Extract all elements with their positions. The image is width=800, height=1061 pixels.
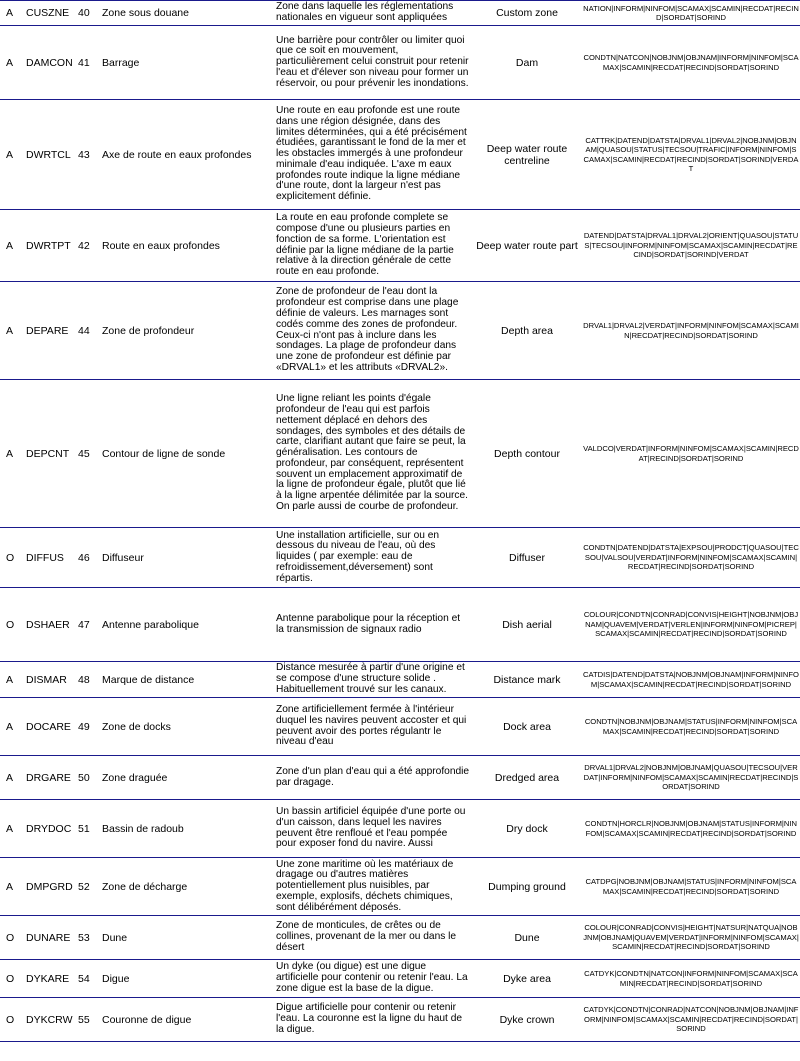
- object-number: 41: [78, 56, 90, 69]
- object-name-fr: Axe de route en eaux profondes: [102, 148, 252, 161]
- object-name-fr: Route en eaux profondes: [102, 239, 220, 252]
- object-name-fr: Contour de ligne de sonde: [102, 447, 226, 460]
- object-name-fr: Bassin de radoub: [102, 822, 184, 835]
- object-acronym: DYKARE: [26, 972, 70, 985]
- object-name-en: Diffuser: [509, 551, 545, 564]
- object-name-fr: Couronne de digue: [102, 1013, 192, 1026]
- object-acronym: DISMAR: [26, 673, 67, 686]
- geometry-type: A: [6, 56, 14, 69]
- object-code-cell: [0, 998, 272, 1041]
- object-name-en: Deep water route centreline: [486, 142, 568, 167]
- attribute-list: COLOUR|CONDTN|CONRAD|CONVIS|HEIGHT|NOBJNM|OBJNAM|QUAVEM|VERDAT|VERLEN|INFORM|NINFOM|PICREP|SCAMAX|SCAMIN|RECDAT|RECIND|SORDAT|SORIND: [583, 610, 799, 639]
- attribute-list: CATTRK|DATEND|DATSTA|DRVAL1|DRVAL2|NOBJNM|OBJNAM|QUASOU|STATUS|TECSOU|TRAFIC|INFORM|NINFOM|SCAMAX|SCAMIN|RECDAT|RECIND|SORDAT|SORIND|VERDAT: [583, 135, 799, 173]
- definition-cell: [272, 698, 472, 755]
- object-name-en: Custom zone: [496, 7, 558, 19]
- geometry-type: A: [6, 720, 14, 733]
- object-name-en: Dyke crown: [499, 1013, 555, 1026]
- definition-text: Zone de monticules, de crêtes ou de collines, provenant de la mer ou dans le désert: [276, 920, 457, 953]
- object-code-cell: [0, 960, 272, 997]
- table-row: [0, 858, 800, 916]
- object-code-cell: [0, 1, 272, 25]
- table-row: [0, 588, 800, 662]
- object-name-fr: Zone de docks: [102, 720, 171, 733]
- object-code-cell: [0, 380, 272, 527]
- object-code-cell: [0, 528, 272, 587]
- definition-cell: [272, 26, 472, 99]
- definition-cell: [272, 282, 472, 379]
- object-code-cell: [0, 100, 272, 209]
- object-name-fr: Digue: [102, 972, 130, 985]
- object-acronym: DIFFUS: [26, 551, 64, 564]
- geometry-type: A: [6, 880, 14, 893]
- object-code-cell: [0, 916, 272, 959]
- definition-text: Un bassin artificiel équipée d'une porte ou d'un caisson, dans lequel les navires peuvent être renfloué et l'eau pompée pour exposer fond du navire. Aussi: [276, 805, 466, 850]
- definition-cell: [272, 916, 472, 959]
- table-row: [0, 282, 800, 380]
- geometry-type: A: [6, 673, 14, 686]
- definition-text: Zone de profondeur de l'eau dont la profondeur est comprise dans une plage définie de valeurs. Les marnages sont codés comme des zones de profondeur. Ceux-ci n'ont pas à inclure dans les sondages. La plage de profondeur dans une zone de profondeur est définie par «DRVAL1» et les attributs «DRVAL2».: [276, 286, 459, 373]
- definition-text: Zone d'un plan d'eau qui a été approfondie par dragage.: [276, 765, 470, 788]
- object-code-cell: [0, 282, 272, 379]
- definition-text: Digue artificielle pour contenir ou retenir l'eau. La couronne est la ligne du haut de la digue.: [276, 1002, 463, 1035]
- geometry-type: A: [6, 447, 14, 460]
- object-name-en: Depth area: [501, 324, 553, 337]
- definition-cell: [272, 756, 472, 799]
- object-number: 40: [78, 7, 90, 19]
- object-acronym: DSHAER: [26, 618, 70, 631]
- object-code-cell: [0, 588, 272, 661]
- object-number: 47: [78, 618, 90, 631]
- object-acronym: DRGARE: [26, 771, 71, 784]
- table-row: [0, 698, 800, 756]
- table-row: [0, 800, 800, 858]
- definition-cell: [272, 960, 472, 997]
- definition-cell: [272, 380, 472, 527]
- object-code-cell: [0, 756, 272, 799]
- object-code-cell: [0, 662, 272, 697]
- object-name-en: Dam: [515, 56, 539, 69]
- table-row: [0, 756, 800, 800]
- object-name-en: Dyke area: [503, 972, 551, 985]
- geometry-type: A: [6, 239, 14, 252]
- table-row: [0, 960, 800, 998]
- geometry-type: A: [6, 822, 14, 835]
- definition-text: La route en eau profonde complete se compose d'une ou plusieurs parties en fonction de sa forme. L'orientation est définie par la ligne médiane de la partie relative à la direction générale de cette route en eau profonde.: [276, 212, 454, 278]
- definition-text: Un dyke (ou digue) est une digue artificielle pour contenir ou retenir l'eau. La zone digue est la base de la digue.: [276, 961, 468, 994]
- object-name-en: Distance mark: [493, 673, 561, 686]
- object-acronym: DOCARE: [26, 720, 71, 733]
- attribute-list: DRVAL1|DRVAL2|VERDAT|INFORM|NINFOM|SCAMAX|SCAMIN|RECDAT|RECIND|SORDAT|SORIND: [583, 321, 799, 340]
- attribute-list: CATDYK|CONDTN|CONRAD|NATCON|NOBJNM|OBJNAM|INFORM|NINFOM|SCAMAX|SCAMIN|RECDAT|RECIND|SORDAT|SORIND: [583, 1005, 799, 1034]
- definition-cell: [272, 662, 472, 697]
- attribute-list: DATEND|DATSTA|DRVAL1|DRVAL2|ORIENT|QUASOU|STATUS|TECSOU|INFORM|NINFOM|SCAMAX|SCAMIN|RECDAT|RECIND|SORDAT|SORIND|VERDAT: [583, 231, 799, 260]
- definition-text: Zone dans laquelle les réglementations nationales en vigueur sont appliquées: [276, 1, 454, 23]
- table-row: [0, 662, 800, 698]
- definition-text: Une barrière pour contrôler ou limiter quoi que ce soit en mouvement, particulièrement celui construit pour retenir l'eau et d'élever son niveau pour former un réservoir, ou pour prévenir les inondations.: [276, 34, 469, 89]
- object-number: 50: [78, 771, 90, 784]
- object-number: 49: [78, 720, 90, 733]
- object-name-fr: Zone draguée: [102, 771, 168, 784]
- object-name-fr: Antenne parabolique: [102, 618, 199, 631]
- definition-text: Distance mesurée à partir d'une origine et se compose d'une structure solide . Habituellement trouvé sur les canaux.: [276, 662, 465, 695]
- definition-cell: [272, 588, 472, 661]
- definition-text: Zone artificiellement fermée à l'intérieur duquel les navires peuvent accoster et qui peuvent avoir des portes régulantr le niveau d'eau: [276, 703, 467, 748]
- geometry-type: O: [6, 551, 15, 564]
- object-number: 42: [78, 239, 90, 252]
- object-name-fr: Diffuseur: [102, 551, 144, 564]
- object-acronym: DMPGRD: [26, 880, 73, 893]
- object-name-fr: Zone de décharge: [102, 880, 188, 893]
- definition-text: Une ligne reliant les points d'égale profondeur de l'eau qui est parfois nettement déplacé en dehors des sondages, des symboles et des détails de carte, clarifiant autant que faire se peut, la généralisation. Les contours de profondeur, par conséquent, représentent souvent un emplacement approximatif de la ligne de profondeur égale, plutôt que lié à la ligne arpentée délimitée par la source. On parle aussi de courbe de profondeur.: [276, 393, 468, 513]
- object-number: 53: [78, 931, 90, 944]
- object-name-fr: Zone sous douane: [102, 7, 189, 19]
- object-name-fr: Marque de distance: [102, 673, 195, 686]
- table-row: [0, 1, 800, 26]
- attribute-list: CATDYK|CONDTN|NATCON|INFORM|NINFOM|SCAMAX|SCAMIN|RECDAT|RECIND|SORDAT|SORIND: [584, 969, 798, 988]
- table-row: [0, 528, 800, 588]
- object-acronym: DEPCNT: [26, 447, 70, 460]
- object-name-fr: Zone de profondeur: [102, 324, 195, 337]
- object-name-en: Dry dock: [506, 822, 548, 835]
- attribute-list: CATDPG|NOBJNM|OBJNAM|STATUS|INFORM|NINFOM|SCAMAX|SCAMIN|RECDAT|RECIND|SORDAT|SORIND: [585, 877, 797, 896]
- attribute-list: DRVAL1|DRVAL2|NOBJNM|OBJNAM|QUASOU|TECSOU|VERDAT|INFORM|NINFOM|SCAMAX|SCAMIN|RECDAT|RECIND|SORDAT|SORIND: [583, 763, 799, 792]
- definition-text: Une zone maritime où les matériaux de dragage ou d'autres matières potentiellement plus nuisibles, par exemple, explosifs, déchets chimiques, sont délibérément déposés.: [276, 858, 454, 913]
- geometry-type: O: [6, 1013, 15, 1026]
- object-acronym: DWRTPT: [26, 239, 71, 252]
- attribute-list: NATION|INFORM|NINFOM|SCAMAX|SCAMIN|RECDAT|RECIND|SORDAT|SORIND: [583, 3, 799, 22]
- geometry-type: A: [6, 324, 14, 337]
- definition-cell: [272, 1, 472, 25]
- object-number: 43: [78, 148, 90, 161]
- table-row: [0, 998, 800, 1042]
- table-row: [0, 26, 800, 100]
- attribute-list: CONDTN|HORCLR|NOBJNM|OBJNAM|STATUS|INFORM|NINFOM|SCAMAX|SCAMIN|RECDAT|RECIND|SORDAT|SORIND: [585, 819, 797, 838]
- attribute-list: VALDCO|VERDAT|INFORM|NINFOM|SCAMAX|SCAMIN|RECDAT|RECIND|SORDAT|SORIND: [583, 444, 799, 463]
- object-code-cell: [0, 698, 272, 755]
- geometry-type: O: [6, 931, 15, 944]
- object-acronym: DEPARE: [26, 324, 69, 337]
- object-number: 52: [78, 880, 90, 893]
- geometry-type: A: [6, 7, 14, 19]
- object-acronym: CUSZNE: [26, 7, 70, 19]
- table-row: [0, 380, 800, 528]
- geometry-type: O: [6, 618, 15, 631]
- definition-cell: [272, 800, 472, 857]
- geometry-type: O: [6, 972, 15, 985]
- object-name-en: Dumping ground: [488, 880, 566, 893]
- definition-cell: [272, 100, 472, 209]
- attribute-list: CONDTN|NATCON|NOBJNM|OBJNAM|INFORM|NINFOM|SCAMAX|SCAMIN|RECDAT|RECIND|SORDAT|SORIND: [583, 53, 799, 72]
- definition-cell: [272, 528, 472, 587]
- object-name-fr: Dune: [102, 931, 128, 944]
- table-row: [0, 100, 800, 210]
- object-code-cell: [0, 858, 272, 915]
- object-name-en: Dock area: [503, 720, 551, 733]
- geometry-type: A: [6, 771, 14, 784]
- object-number: 54: [78, 972, 90, 985]
- object-code-cell: [0, 26, 272, 99]
- table-row: [0, 210, 800, 282]
- object-number: 51: [78, 822, 90, 835]
- object-acronym: DAMCON: [26, 56, 73, 69]
- attribute-list: COLOUR|CONRAD|CONVIS|HEIGHT|NATSUR|NATQUA|NOBJNM|OBJNAM|QUAVEM|VERDAT|INFORM|NINFOM|SCAMAX|SCAMIN|RECDAT|RECIND|SORDAT|SORIND: [583, 923, 799, 952]
- object-acronym: DRYDOC: [26, 822, 72, 835]
- object-name-en: Dune: [514, 931, 540, 944]
- object-number: 44: [78, 324, 90, 337]
- object-acronym: DYKCRW: [26, 1013, 73, 1026]
- definition-text: Antenne parabolique pour la réception et la transmission de signaux radio: [276, 612, 461, 635]
- object-number: 46: [78, 551, 90, 564]
- object-name-en: Depth contour: [494, 447, 560, 460]
- object-acronym: DUNARE: [26, 931, 71, 944]
- object-number: 45: [78, 447, 90, 460]
- object-code-cell: [0, 210, 272, 281]
- definition-text: Une installation artificielle, sur ou en dessous du niveau de l'eau, où des liquides ( par exemple: eau de refroidissement,déversement) sont répartis.: [276, 529, 440, 584]
- object-name-en: Dredged area: [494, 771, 560, 784]
- object-acronym: DWRTCL: [26, 148, 71, 161]
- object-name-en: Deep water route part: [476, 239, 578, 252]
- definition-cell: [272, 858, 472, 915]
- attribute-list: CONDTN|DATEND|DATSTA|EXPSOU|PRODCT|QUASOU|TECSOU|VALSOU|VERDAT|INFORM|NINFOM|SCAMAX|SCAMIN|RECDAT|RECIND|SORDAT|SORIND: [583, 543, 799, 572]
- object-number: 48: [78, 673, 90, 686]
- object-name-en: Dish aerial: [502, 618, 552, 631]
- object-code-cell: [0, 800, 272, 857]
- attribute-list: CATDIS|DATEND|DATSTA|NOBJNM|OBJNAM|INFORM|NINFOM|SCAMAX|SCAMIN|RECDAT|RECIND|SORDAT|SORIND: [583, 670, 799, 689]
- attribute-list: CONDTN|NOBJNM|OBJNAM|STATUS|INFORM|NINFOM|SCAMAX|SCAMIN|RECDAT|RECIND|SORDAT|SORIND: [584, 717, 798, 736]
- definition-cell: [272, 998, 472, 1041]
- table-row: [0, 916, 800, 960]
- geometry-type: A: [6, 148, 14, 161]
- definition-text: Une route en eau profonde est une route dans une région désignée, dans des limites déterminées, qui a été précisément étudiées, garantissant le fond de la mer et les obstacles immergés à une profondeur minimale d'eau indiquée. L'axe m eaux profondes route indique la ligne médiane d'une route, dont la largeur n'est pas explicitement définie.: [276, 104, 467, 203]
- object-name-fr: Barrage: [102, 56, 140, 69]
- definition-cell: [272, 210, 472, 281]
- object-number: 55: [78, 1013, 90, 1026]
